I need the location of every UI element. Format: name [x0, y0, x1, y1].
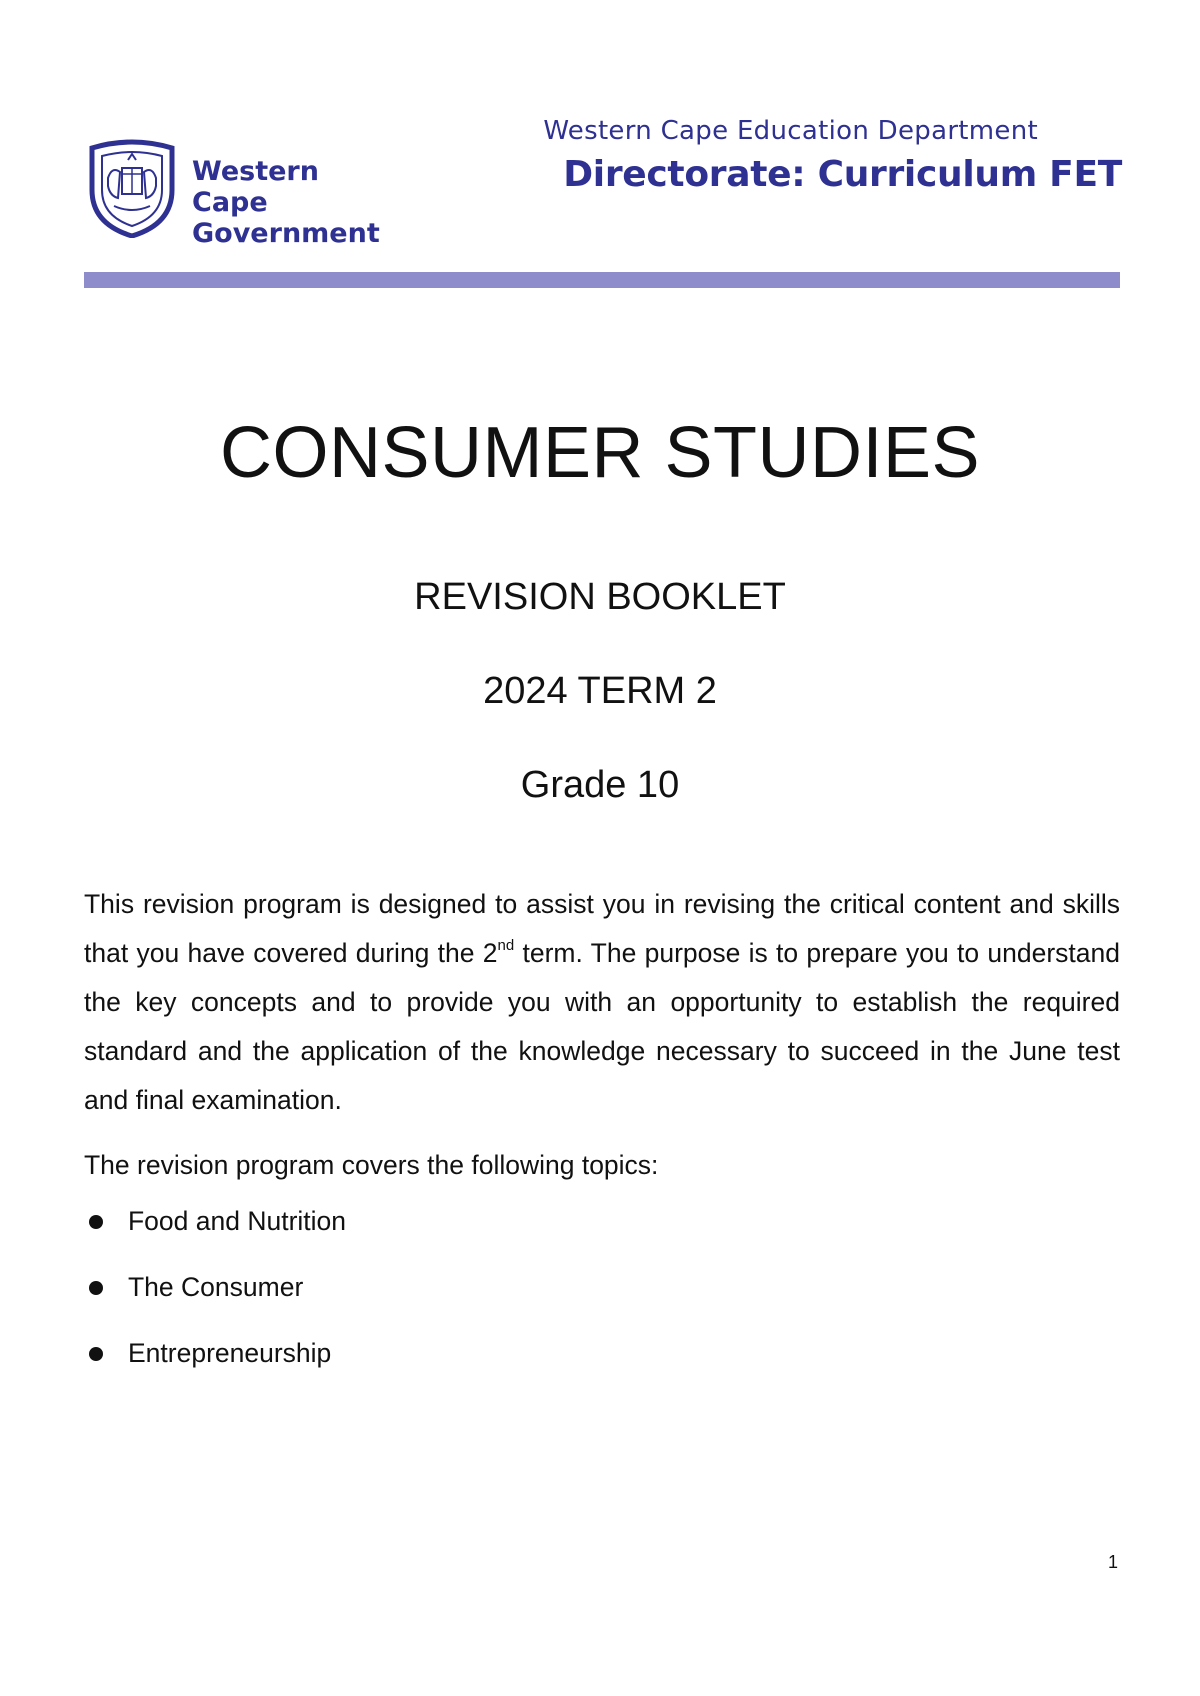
logo-line-2: Government: [192, 218, 380, 249]
intro-text-2: term. The purpose is to prepare you to understand the key concepts and to provide you with an opportunity to establish the required standard and the application of the knowledge necessary to succeed in the June test and final examination.: [84, 938, 1120, 1115]
term-label: 2024 TERM 2: [483, 670, 717, 712]
topic-label: Entrepreneurship: [128, 1338, 332, 1368]
document-title: CONSUMER STUDIES: [219, 413, 981, 493]
logo-text: [192, 156, 404, 249]
page-number: 1: [1107, 1552, 1118, 1572]
directorate-name: Directorate: Curriculum FET: [563, 154, 1122, 195]
list-item: [84, 1338, 346, 1404]
intro-superscript: nd: [497, 937, 515, 954]
coat-of-arms-icon: [84, 138, 180, 238]
header-rule: [84, 272, 1120, 288]
topics-list: [84, 1206, 346, 1404]
topics-intro: The revision program covers the following topics:: [84, 1150, 659, 1180]
list-item: [84, 1272, 346, 1338]
bullet-icon: [89, 1347, 103, 1361]
document-subtitle: REVISION BOOKLET: [414, 576, 786, 618]
bullet-icon: [89, 1215, 103, 1229]
topic-label: Food and Nutrition: [128, 1206, 347, 1236]
grade-label: Grade 10: [520, 764, 680, 806]
list-item: [84, 1206, 346, 1272]
bullet-icon: [89, 1281, 103, 1295]
department-name: Western Cape Education Department: [543, 116, 1038, 146]
wcg-logo: [84, 138, 404, 249]
logo-line-1: Western Cape: [192, 156, 319, 218]
topic-label: The Consumer: [128, 1272, 304, 1302]
intro-paragraph: [84, 880, 1120, 1125]
intro-text-1: This revision program is designed to assist you in revising the critical content and skills that you have covered during the 2: [84, 889, 1120, 968]
